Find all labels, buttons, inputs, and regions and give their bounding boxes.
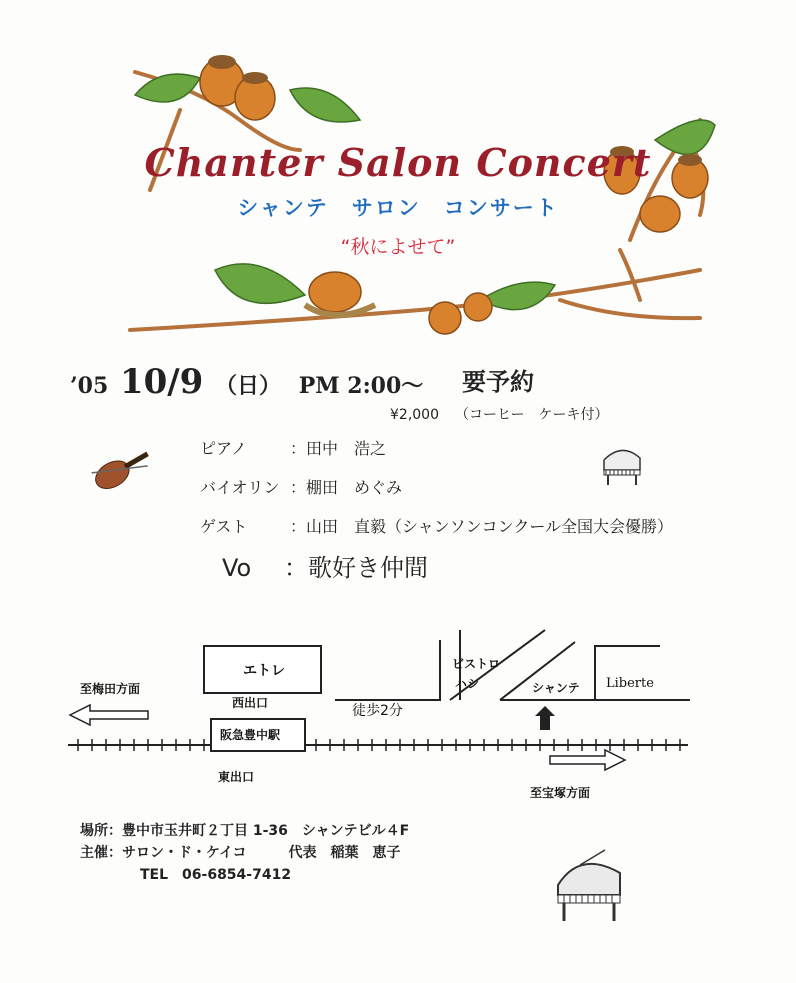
arrow-right-icon [550,750,625,770]
arrow-left-icon [70,705,148,725]
vocals-name: ：歌好き仲間 [284,554,428,582]
branch-bottom [130,250,700,330]
toward-takarazuka: 至宝塚方面 [530,786,591,800]
liberte-label: Liberte [606,676,654,691]
vocals-role: Vo [222,554,252,582]
event-date-line [70,362,423,402]
performer-name: ：棚田 めぐみ [290,478,403,497]
title-english: Chanter Salon Concert [144,140,652,185]
price-note: （コーヒー ケーキ付） [455,407,609,423]
performer-role: バイオリン [200,478,280,497]
west-exit: 西出口 [232,696,269,710]
toward-umeda: 至梅田方面 [80,682,141,696]
title-japanese: シャンテ サロン コンサート [237,196,559,220]
performer-role: ピアノ [200,439,247,458]
bistro-label-1: ビストロ [452,657,501,671]
chanter-label: シャンテ [532,681,580,695]
event-year: ’05 [70,373,109,399]
vocals-row [222,548,428,583]
performer-name: ：山田 直毅（シャンソンコンクール全国大会優勝） [290,517,674,536]
event-time: PM 2:00～ [298,373,424,399]
event-weekday: （日） [215,373,282,399]
performer-role: ゲスト [200,517,248,536]
performer-row [200,514,673,537]
bistro-label-2: ハシ [455,677,480,691]
station-label: 阪急豊中駅 [220,728,281,742]
walk-time: 徒歩2分 [352,703,403,719]
violin-icon [85,440,155,495]
price: ¥2,000 [390,407,439,423]
piano-icon [550,845,630,925]
piano-icon [598,440,646,488]
venue-info: 場所：豊中市玉井町２丁目 1-36 シャンテビル４F [80,823,410,839]
tel-info: TEL 06-6854-7412 [140,867,292,883]
performer-row [200,475,402,498]
east-exit: 東出口 [218,770,255,784]
event-date: 10/9 [119,362,204,402]
performer-name: ：田中 浩之 [290,439,387,458]
subtitle: “秋によせて” [340,236,456,258]
performer-row [200,436,386,459]
host-info: 主催：サロン・ド・ケイコ 代表 稲葉 恵子 [80,845,401,861]
reservation-required: 要予約 [462,368,534,396]
entrance-arrow-icon [535,706,555,730]
etore-label: エトレ [243,663,285,679]
price-line [390,404,608,424]
